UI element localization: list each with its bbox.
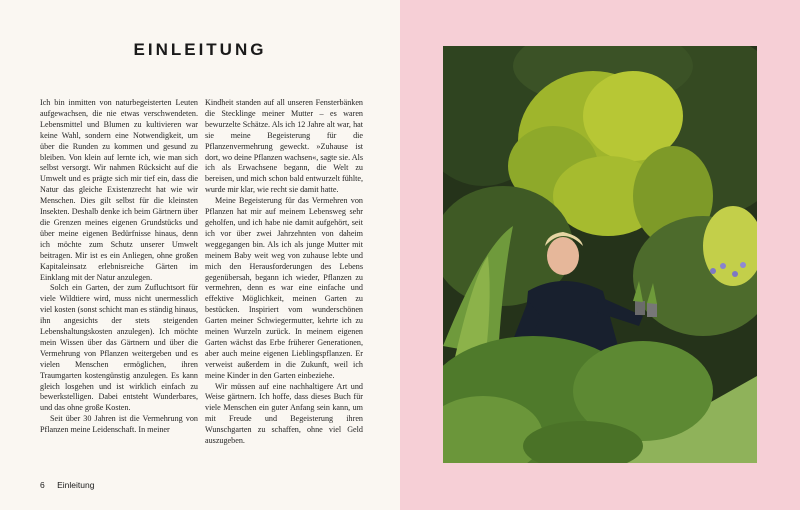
text-column-2 — [205, 98, 363, 447]
paragraph: Kindheit standen auf all unseren Fensterbänken die Stecklinge meiner Mutter – es waren bewurzelte Schätze. Als ich 12 Jahre alt war, hat sie meine Begeisterung für die Pflanzenvermehrung geweckt. »Zuhause ist dort, wo deine Pflanzen wachsen«, sagte sie. Als ich als Erwachsene begann, die Welt zu bereisen, und mich schon bald entwurzelt fühlte, wurde mir klar, wie recht sie damit hatte. — [205, 98, 363, 195]
paragraph: Wir müssen auf eine nachhaltigere Art und Weise gärtnern. Ich hoffe, dass dieses Buch für viele Menschen ein guter Anfang sein kann, um mit Freude und Begeisterung ihren Wunschgarten zu schaffen, ohne viel Geld auszugeben. — [205, 381, 363, 446]
running-footer: Einleitung — [57, 480, 95, 490]
garden-photo — [443, 46, 757, 463]
paragraph: Seit über 30 Jahren ist die Vermehrung von Pflanzen meine Leidenschaft. In meiner — [40, 414, 198, 435]
paragraph: Ich bin inmitten von naturbegeisterten Leuten aufgewachsen, die nie etwas verschwendeten. Lebensmittel und Blumen zu kultivieren war keine Wahl, sondern eine Notwendigkeit, um über die Runden zu kommen und gesund zu bleiben. Von klein auf lernte ich, wie man sich selbst versorgt. Wir nahmen Rücksicht auf die Umwelt und es prägte sich mir tief ein, dass die Natur das gleiche Existenzrecht hat wie wir Menschen. Dies gilt selbst für die kleinsten Insekten. Deshalb denke ich beim Gärtnern über die Grenzen meines eigenen Grundstücks und über meine eigenen Bedürfnisse hinaus, denn ich möchte zum Schutz unserer Umwelt beitragen. Mir ist es ein Anliegen, ohne großen Kapitaleinsatz erlebnisreiche Gärten im Einklang mit der Natur anzulegen. — [40, 98, 198, 282]
page-title: EINLEITUNG — [133, 40, 267, 59]
page-number: 6 — [40, 480, 45, 490]
garden-photo-illustration — [443, 46, 757, 463]
paragraph: Solch ein Garten, der zum Zufluchtsort für viele Wildtiere wird, muss nicht unermesslich viel kosten (sonst schicht man es ständig hinaus, ihn angesichts der stets steigenden Lebenshaltungskosten anzulegen). Ich möchte mein Wissen über das Gärtnern und über die Vermehrung von Pflanzen weitergeben und es vielen Menschen ermöglichen, ihren Traumgarten kostengünstig anzulegen. Es kann gleich losgehen und ist wirklich einfach zu bewerkstelligen. Dabei entsteht Wunderbares, und das ohne große Kosten. — [40, 283, 198, 413]
page-footer — [40, 480, 94, 490]
paragraph: Meine Begeisterung für das Vermehren von Pflanzen hat mir auf meinem Lebensweg sehr geholfen, und ich habe nie damit aufgehört, seit ich vor über zwei Jahrzehnten von daheim weggegangen bin. Als ich als junge Mutter mit meinem Baby weit weg von zuhause lebte und mich den Herausforderungen des Lebens gegenübersah, begann ich wieder, Pflanzen zu vermehren, denn es war eine einfache und effektive Möglichkeit, meinen Garten zu bestücken. Inspiriert vom wunderschönen Garten meiner Schwiegermutter, kehrte ich zu meinen Wurzeln zurück. In meinem eigenen Garten wächst das Erbe früherer Generationen, aber auch meine eigenen Lieblingspflanzen. Er verweist außerdem in die Zukunft, weil ich meine Kinder in den Garten einbeziehe. — [205, 196, 363, 380]
text-column-1 — [40, 98, 198, 436]
